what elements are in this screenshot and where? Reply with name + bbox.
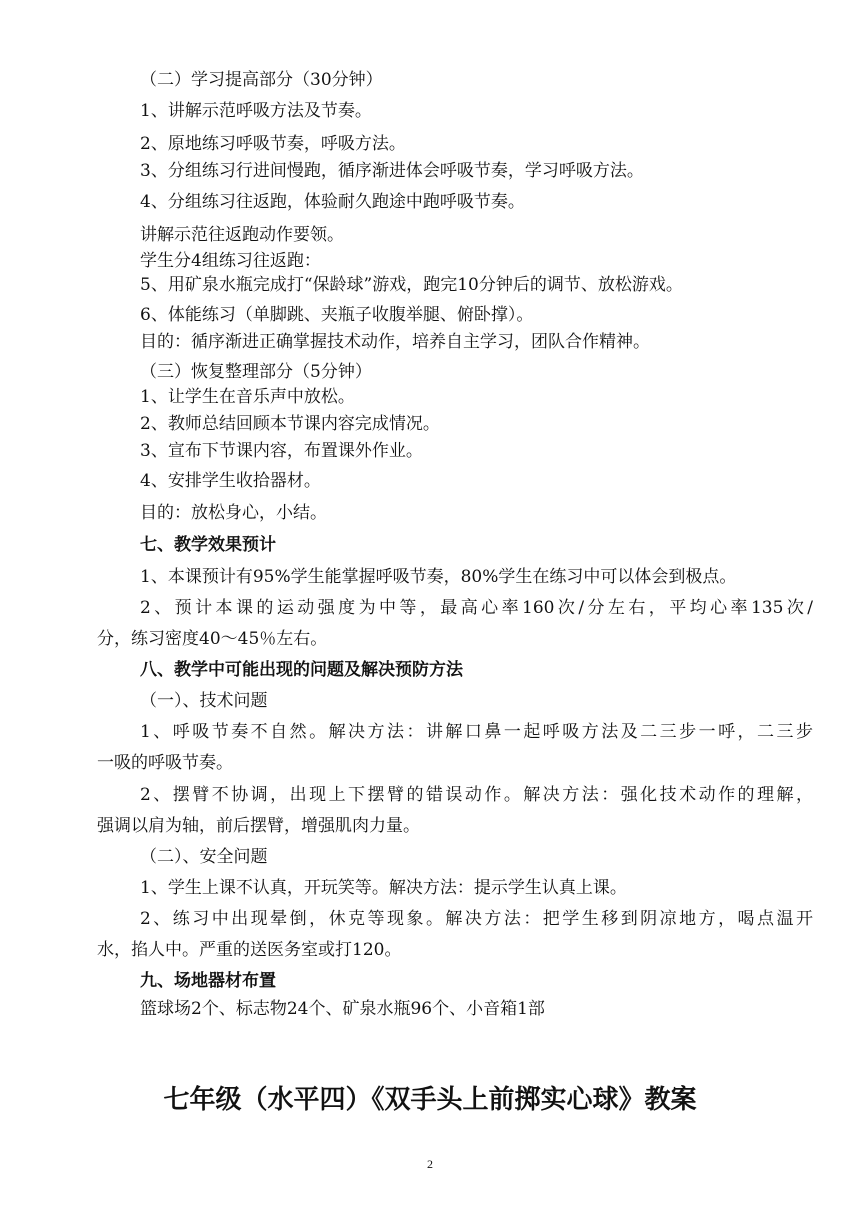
list-item: 4、安排学生收拾器材。 xyxy=(140,471,321,491)
list-item: 1、学生上课不认真，开玩笑等。解决方法：提示学生认真上课。 xyxy=(140,878,627,898)
section-heading: 八、教学中可能出现的问题及解决预防方法 xyxy=(140,660,463,680)
subsection-heading: （一）、技术问题 xyxy=(140,691,268,711)
paragraph-line: 篮球场2个、标志物24个、矿泉水瓶96个、小音箱1部 xyxy=(140,999,545,1019)
list-item: 1、让学生在音乐声中放松。 xyxy=(140,387,355,407)
list-item: 2、教师总结回顾本节课内容完成情况。 xyxy=(140,414,440,434)
list-item: 3、分组练习行进间慢跑，循序渐进体会呼吸节奏，学习呼吸方法。 xyxy=(140,161,644,181)
paragraph-line: 讲解示范往返跑动作要领。 xyxy=(140,225,344,245)
list-item: 2、原地练习呼吸节奏，呼吸方法。 xyxy=(140,134,406,154)
paragraph-line: 水，掐人中。严重的送医务室或打120。 xyxy=(97,940,402,960)
paragraph-line: 目的：循序渐进正确掌握技术动作，培养自主学习，团队合作精神。 xyxy=(140,332,650,352)
paragraph-line: 目的：放松身心，小结。 xyxy=(140,503,327,523)
paragraph-line: 分，练习密度40～45％左右。 xyxy=(97,629,328,649)
paragraph-line: 强调以肩为轴，前后摆臂，增强肌肉力量。 xyxy=(97,816,420,836)
list-item: 2、摆臂不协调，出现上下摆臂的错误动作。解决方法：强化技术动作的理解， xyxy=(140,785,813,805)
paragraph-line: 一吸的呼吸节奏。 xyxy=(97,753,233,773)
list-item: 1、呼吸节奏不自然。解决方法：讲解口鼻一起呼吸方法及二三步一呼，二三步 xyxy=(140,722,813,742)
list-item: 2、练习中出现晕倒，休克等现象。解决方法：把学生移到阴凉地方，喝点温开 xyxy=(140,909,813,929)
lesson-plan-title: 七年级（水平四）《双手头上前掷实心球》教案 xyxy=(163,1085,697,1115)
section-heading: （三）恢复整理部分（5分钟） xyxy=(140,362,372,382)
section-heading: 七、教学效果预计 xyxy=(140,535,276,555)
paragraph-line: 学生分4组练习往返跑： xyxy=(140,251,321,271)
list-item: 6、体能练习（单脚跳、夹瓶子收腹举腿、俯卧撑）。 xyxy=(140,305,534,325)
page-number: 2 xyxy=(427,1157,433,1171)
list-item: 1、本课预计有95%学生能掌握呼吸节奏，80%学生在练习中可以体会到极点。 xyxy=(140,567,737,587)
subsection-heading: （二）、安全问题 xyxy=(140,847,268,867)
section-heading: （二）学习提高部分（30分钟） xyxy=(140,70,383,90)
list-item: 4、分组练习往返跑，体验耐久跑途中跑呼吸节奏。 xyxy=(140,192,525,212)
section-heading: 九、场地器材布置 xyxy=(140,971,276,991)
list-item: 5、用矿泉水瓶完成打“保龄球”游戏，跑完10分钟后的调节、放松游戏。 xyxy=(140,275,683,295)
list-item: 3、宣布下节课内容，布置课外作业。 xyxy=(140,441,423,461)
list-item: 1、讲解示范呼吸方法及节奏。 xyxy=(140,101,372,121)
list-item: 2、预计本课的运动强度为中等，最高心率160次/分左右，平均心率135次/ xyxy=(140,598,813,618)
